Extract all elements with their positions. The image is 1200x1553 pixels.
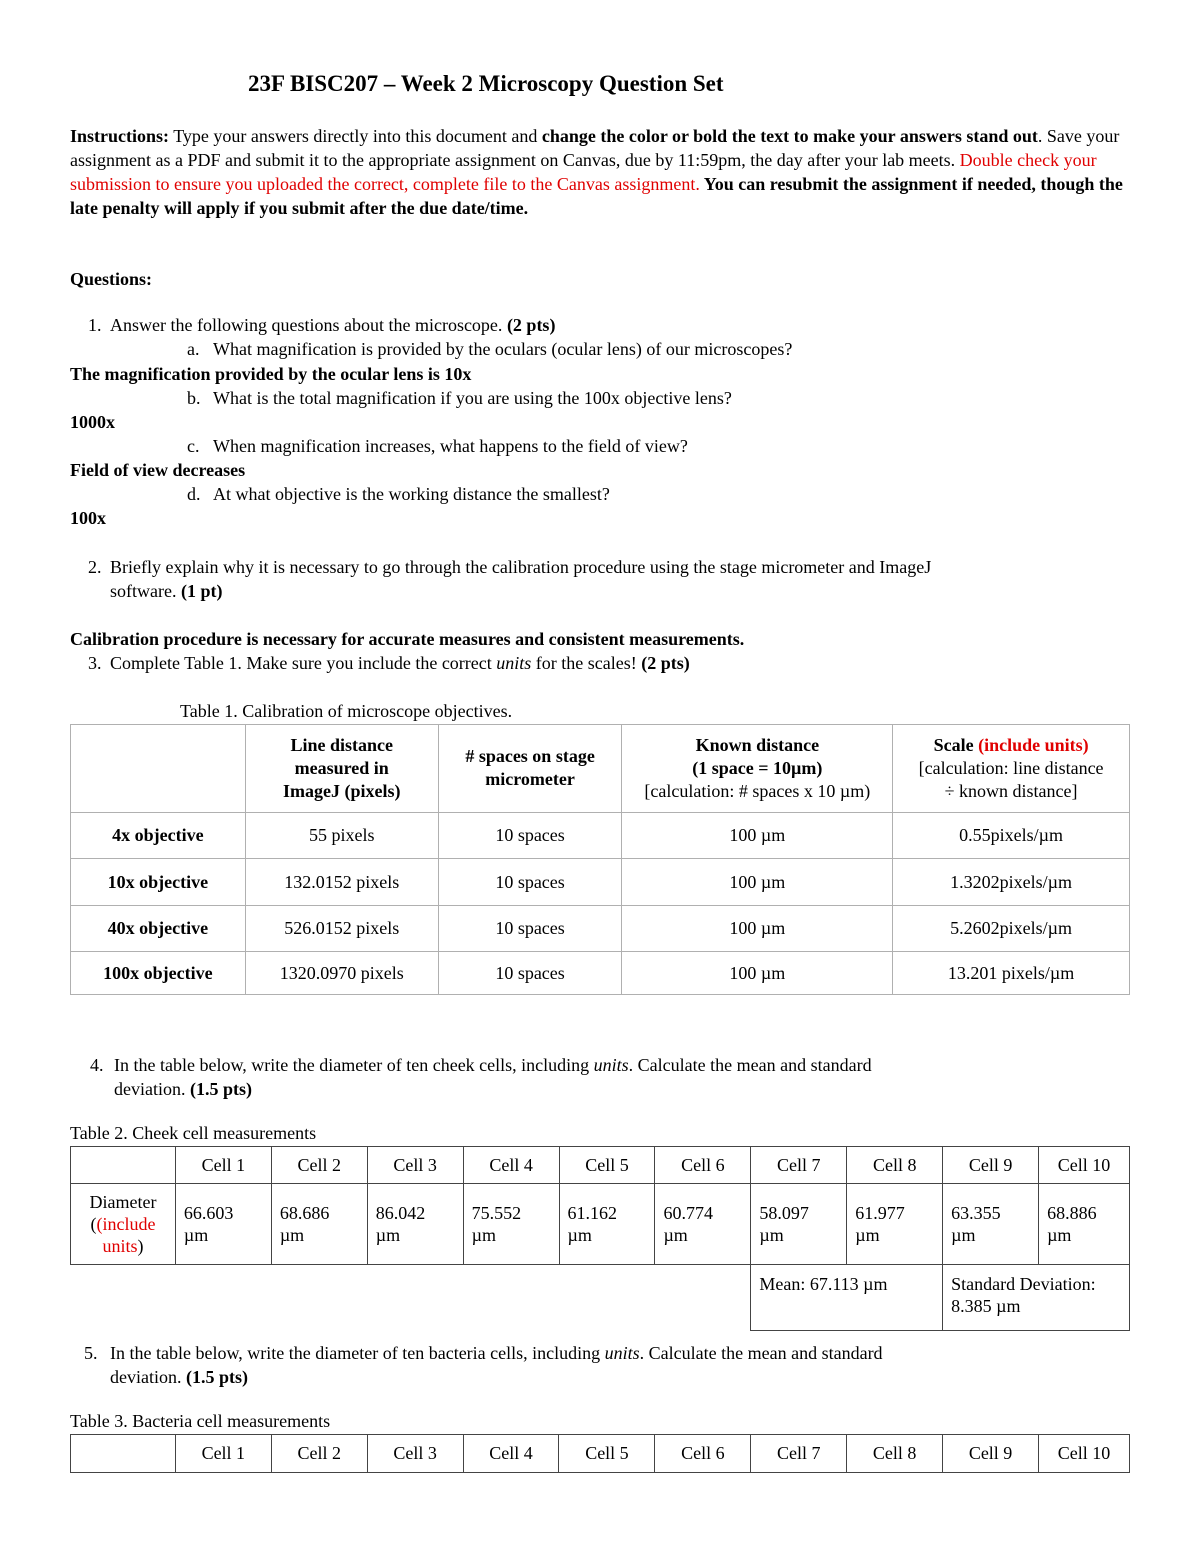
table2-unit: µm bbox=[279, 1225, 305, 1245]
table2-stats-row bbox=[71, 1265, 1130, 1331]
table2-value: 63.355 bbox=[951, 1203, 1001, 1223]
table2-value-cell bbox=[751, 1184, 847, 1265]
q1c-letter: c. bbox=[187, 436, 200, 456]
table2-header-cell: Cell 10 bbox=[1039, 1147, 1130, 1184]
page-title: 23F BISC207 – Week 2 Microscopy Question Set bbox=[248, 71, 724, 96]
q5-text-line2 bbox=[110, 1365, 248, 1389]
q4-number: 4. bbox=[90, 1055, 104, 1075]
table3-header-cell: Cell 1 bbox=[175, 1435, 271, 1473]
table2-unit: µm bbox=[663, 1225, 688, 1245]
bacteria-cell-table bbox=[70, 1434, 1130, 1473]
table2-unit: µm bbox=[855, 1225, 880, 1245]
table2-unit: µm bbox=[183, 1225, 209, 1245]
instructions-text-1: Type your answers directly into this document and bbox=[169, 126, 542, 146]
table2-value-cell bbox=[367, 1184, 463, 1265]
table3-header-cell: Cell 6 bbox=[655, 1435, 751, 1473]
table1-spaces: 10 spaces bbox=[438, 859, 622, 906]
q5-points: (1.5 pts) bbox=[185, 1367, 248, 1387]
q3-units-word: units bbox=[496, 653, 532, 673]
table1-header-scale-word: Scale bbox=[933, 735, 979, 755]
table1-header-known-calc: [calculation: # spaces x 10 µm) bbox=[644, 781, 871, 801]
table2-value-cell bbox=[271, 1184, 367, 1265]
table2-header-cell: Cell 2 bbox=[271, 1147, 367, 1184]
table1-header-spaces-1: # spaces on stage bbox=[465, 746, 595, 766]
table2-header-cell: Cell 8 bbox=[847, 1147, 943, 1184]
table1-scale: 5.2602pixels/µm bbox=[893, 906, 1130, 952]
q1c-answer: Field of view decreases bbox=[70, 460, 246, 480]
table2-sd-value: 8.385 µm bbox=[951, 1296, 1021, 1316]
table2-header-cell: Cell 7 bbox=[751, 1147, 847, 1184]
q1d-text: At what objective is the working distance the smallest? bbox=[213, 484, 610, 504]
q4-text-tail: deviation. bbox=[114, 1079, 190, 1099]
q2-answer: Calibration procedure is necessary for accurate measures and consistent measurements. bbox=[70, 629, 745, 649]
table1-line-distance: 1320.0970 pixels bbox=[245, 952, 438, 995]
table3-header-cell: Cell 5 bbox=[559, 1435, 655, 1473]
instructions-warning: Double check your submission to ensure you uploaded the correct, complete file to the Canvas assignment. bbox=[70, 150, 1097, 194]
table2-row-label-include: (include bbox=[96, 1214, 156, 1234]
table2-unit: µm bbox=[375, 1225, 401, 1245]
table3-header-row bbox=[71, 1435, 1130, 1473]
q2-number: 2. bbox=[88, 557, 102, 577]
table1-line-distance: 526.0152 pixels bbox=[245, 906, 438, 952]
cheek-cell-table bbox=[70, 1146, 1130, 1331]
table1-spaces: 10 spaces bbox=[438, 952, 622, 995]
table1-header-spaces-2: micrometer bbox=[485, 769, 575, 789]
table-row bbox=[71, 952, 1130, 995]
q2-points: (1 pt) bbox=[180, 581, 223, 601]
table2-sd-label: Standard Deviation: bbox=[951, 1274, 1096, 1294]
instructions-paragraph bbox=[70, 124, 1130, 220]
table3-header-cell: Cell 10 bbox=[1039, 1435, 1130, 1473]
q1b-text: What is the total magnification if you are using the 100x objective lens? bbox=[213, 388, 732, 408]
q1-prompt: Answer the following questions about the microscope. bbox=[110, 315, 507, 335]
table2-value-cell bbox=[943, 1184, 1039, 1265]
table-row bbox=[71, 906, 1130, 952]
q1-points: (2 pts) bbox=[506, 315, 556, 335]
table2-header-cell: Cell 3 bbox=[367, 1147, 463, 1184]
q4-text-line2 bbox=[114, 1077, 252, 1101]
table1-row-label: 100x objective bbox=[71, 952, 246, 995]
table1-header-line-1: Line distance bbox=[290, 735, 393, 755]
table3-header-cell: Cell 8 bbox=[847, 1435, 943, 1473]
table2-unit: µm bbox=[471, 1225, 496, 1245]
q3-text-b: for the scales! bbox=[531, 653, 642, 673]
calibration-table bbox=[70, 724, 1130, 995]
table2-value: 58.097 bbox=[759, 1203, 809, 1223]
table2-header-cell: Cell 1 bbox=[175, 1147, 271, 1184]
q2-text-line1: Briefly explain why it is necessary to go through the calibration procedure using the stage micrometer and ImageJ bbox=[110, 557, 932, 577]
table3-corner-cell bbox=[71, 1435, 176, 1473]
questions-heading: Questions: bbox=[70, 269, 153, 289]
q1b-answer: 1000x bbox=[70, 412, 115, 432]
instructions-label: Instructions: bbox=[70, 126, 170, 146]
table1-known-distance: 100 µm bbox=[622, 906, 893, 952]
q1-number: 1. bbox=[88, 315, 102, 335]
q4-points: (1.5 pts) bbox=[189, 1079, 252, 1099]
table1-header-known-2: (1 space = 10µm) bbox=[692, 758, 823, 778]
table1-header-known bbox=[622, 725, 893, 813]
table1-row-label: 40x objective bbox=[71, 906, 246, 952]
table1-corner-cell bbox=[71, 725, 246, 813]
table2-value-cell bbox=[559, 1184, 655, 1265]
table3-header-cell: Cell 9 bbox=[943, 1435, 1039, 1473]
table2-header-cell: Cell 6 bbox=[655, 1147, 751, 1184]
instructions-text-2: . Save your assignment as a PDF and submit it to the appropriate assignment on Canvas, due by 11:59pm, the day after your lab meets. bbox=[70, 126, 1120, 170]
table2-header-cell: Cell 4 bbox=[463, 1147, 559, 1184]
q2-text-tail: software. bbox=[110, 581, 181, 601]
table3-header-cell: Cell 7 bbox=[751, 1435, 847, 1473]
table2-row-label bbox=[71, 1184, 176, 1265]
table3-caption: Table 3. Bacteria cell measurements bbox=[70, 1411, 331, 1431]
q4-text-b: . Calculate the mean and standard bbox=[628, 1055, 872, 1075]
table2-value: 60.774 bbox=[663, 1203, 713, 1223]
table2-unit: µm bbox=[1047, 1225, 1072, 1245]
table1-header-line-distance bbox=[245, 725, 438, 813]
q2-text-line2 bbox=[110, 579, 222, 603]
table2-header-cell: Cell 5 bbox=[559, 1147, 655, 1184]
table1-known-distance: 100 µm bbox=[622, 952, 893, 995]
table2-value-cell bbox=[1039, 1184, 1130, 1265]
q3-points: (2 pts) bbox=[641, 653, 690, 673]
table3-header-cell: Cell 2 bbox=[271, 1435, 367, 1473]
table2-unit: µm bbox=[759, 1225, 784, 1245]
table1-spaces: 10 spaces bbox=[438, 813, 622, 859]
q4-units-word: units bbox=[593, 1055, 629, 1075]
table1-header-line-3: ImageJ (pixels) bbox=[282, 781, 401, 801]
table2-header-row bbox=[71, 1147, 1130, 1184]
table2-value: 68.886 bbox=[1047, 1203, 1097, 1223]
table2-value-cell bbox=[175, 1184, 271, 1265]
q1a-answer: The magnification provided by the ocular lens is 10x bbox=[70, 364, 472, 384]
table2-stats-spacer bbox=[71, 1265, 751, 1331]
q5-text-tail: deviation. bbox=[110, 1367, 186, 1387]
table1-scale: 13.201 pixels/µm bbox=[893, 952, 1130, 995]
q1d-letter: d. bbox=[187, 484, 201, 504]
q3-text bbox=[110, 651, 690, 675]
table1-header-scale bbox=[893, 725, 1130, 813]
table1-spaces: 10 spaces bbox=[438, 906, 622, 952]
table1-row-label: 10x objective bbox=[71, 859, 246, 906]
table2-value: 66.603 bbox=[183, 1203, 234, 1223]
table2-row-label-paren: ) bbox=[137, 1236, 144, 1256]
table2-value-cell bbox=[847, 1184, 943, 1265]
q1a-letter: a. bbox=[187, 339, 200, 359]
table-row bbox=[71, 859, 1130, 906]
q5-text-b: . Calculate the mean and standard bbox=[639, 1343, 883, 1363]
q1a-text: What magnification is provided by the oculars (ocular lens) of our microscopes? bbox=[213, 339, 793, 359]
table2-row-label-note-1: ((include bbox=[90, 1214, 156, 1234]
q5-units-word: units bbox=[604, 1343, 640, 1363]
q1b-letter: b. bbox=[187, 388, 201, 408]
table2-corner-cell bbox=[71, 1147, 176, 1184]
table2-row-label-note-2 bbox=[71, 1235, 175, 1257]
table2-row-label-word: Diameter bbox=[89, 1192, 157, 1212]
table3-header-cell: Cell 4 bbox=[463, 1435, 559, 1473]
table3-header-cell: Cell 3 bbox=[367, 1435, 463, 1473]
q1c-text: When magnification increases, what happens to the field of view? bbox=[213, 436, 688, 456]
table2-mean: Mean: 67.113 µm bbox=[759, 1274, 888, 1294]
table2-value-cell bbox=[655, 1184, 751, 1265]
q1d-answer: 100x bbox=[70, 508, 106, 528]
table1-scale: 1.3202pixels/µm bbox=[893, 859, 1130, 906]
q5-text-a: In the table below, write the diameter of ten bacteria cells, including bbox=[110, 1343, 605, 1363]
table2-value: 61.162 bbox=[567, 1203, 618, 1223]
table2-value: 86.042 bbox=[375, 1203, 426, 1223]
table2-diameter-row bbox=[71, 1184, 1130, 1265]
table-row bbox=[71, 813, 1130, 859]
table2-value: 61.977 bbox=[855, 1203, 905, 1223]
q3-number: 3. bbox=[88, 653, 102, 673]
table1-header-row bbox=[71, 725, 1130, 813]
table2-value: 75.552 bbox=[471, 1203, 522, 1223]
table2-mean-cell bbox=[751, 1265, 943, 1331]
table1-line-distance: 55 pixels bbox=[245, 813, 438, 859]
q5-number: 5. bbox=[84, 1343, 98, 1363]
table1-known-distance: 100 µm bbox=[622, 813, 893, 859]
table1-header-line-2: measured in bbox=[294, 758, 389, 778]
table1-header-scale-title bbox=[893, 734, 1129, 757]
table1-scale: 0.55pixels/µm bbox=[893, 813, 1130, 859]
table1-header-scale-units: (include units) bbox=[978, 735, 1089, 755]
table2-value: 68.686 bbox=[279, 1203, 330, 1223]
instructions-emphasis: change the color or bold the text to make your answers stand out bbox=[541, 126, 1038, 146]
instructions-resubmit-note: You can resubmit the assignment if needed, though the late penalty will apply if you submit after the due date/time. bbox=[70, 174, 1123, 218]
table1-header-known-1: Known distance bbox=[695, 735, 820, 755]
table2-sd-cell bbox=[943, 1265, 1130, 1331]
table2-unit: µm bbox=[951, 1225, 976, 1245]
table1-header-spaces bbox=[438, 725, 622, 813]
q1-text bbox=[110, 313, 555, 337]
q3-text-a: Complete Table 1. Make sure you include the correct bbox=[110, 653, 497, 673]
table2-unit: µm bbox=[567, 1225, 592, 1245]
table2-row-label-units: units bbox=[102, 1236, 138, 1256]
q4-text-a: In the table below, write the diameter of ten cheek cells, including bbox=[114, 1055, 594, 1075]
q4-text-line1 bbox=[114, 1053, 872, 1077]
table1-known-distance: 100 µm bbox=[622, 859, 893, 906]
table1-header-scale-calc-2: ÷ known distance] bbox=[944, 781, 1078, 801]
table1-line-distance: 132.0152 pixels bbox=[245, 859, 438, 906]
table2-caption: Table 2. Cheek cell measurements bbox=[70, 1123, 317, 1143]
table1-row-label: 4x objective bbox=[71, 813, 246, 859]
table2-header-cell: Cell 9 bbox=[943, 1147, 1039, 1184]
table2-value-cell bbox=[463, 1184, 559, 1265]
table1-caption: Table 1. Calibration of microscope objectives. bbox=[180, 701, 513, 721]
q5-text-line1 bbox=[110, 1341, 883, 1365]
table1-header-scale-calc-1: [calculation: line distance bbox=[918, 758, 1104, 778]
